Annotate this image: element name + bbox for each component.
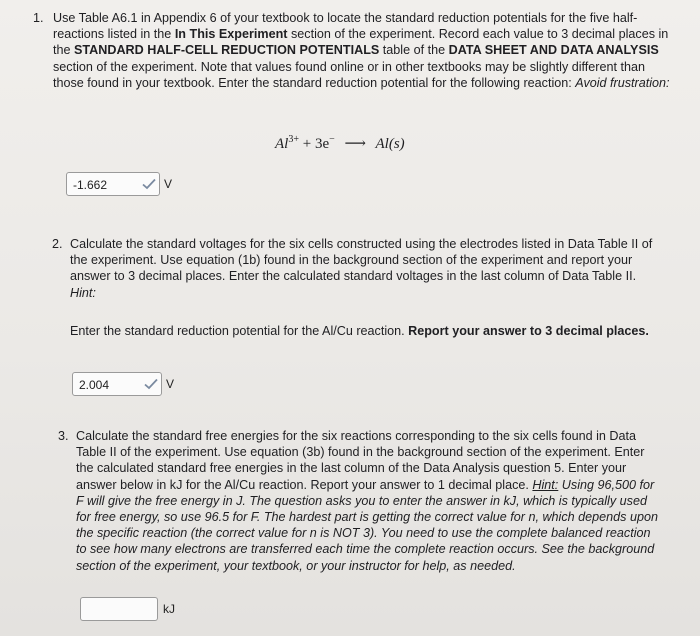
q1-text-b: section of the experiment. Record each value to 3 decimal places in the: [53, 27, 669, 58]
q1-text-c: table of the: [379, 43, 449, 58]
electron-charge: −: [329, 134, 335, 145]
q1-data-section: DATA SHEET AND DATA ANALYSIS: [448, 43, 659, 58]
question-3: [58, 428, 664, 574]
question-number: 1.: [33, 11, 44, 25]
q2-text: Calculate the standard voltages for the six cells constructed using the electrodes listed in Data Table II of the experiment. Use equation (1b) found in the background section of the experiment and report your answer to 3 decimal places. Enter the calculated standard voltages in the last column of Data Table II.: [70, 237, 653, 284]
q2-sub-bold: Report your answer to 3 decimal places.: [408, 324, 649, 338]
question-number: 3.: [58, 429, 69, 443]
hint-text: Using 96,500 for F will give the free energy in J. The question asks you to enter the answer in kJ, which is typically used for free energy, so use 96.5 for F. The hardest part is getting the correct value for n, which depends upon the specific reaction (the correct value for n is NOT 3). You need to use the complete balanced reaction to see how many electrons are transferred each time the complete reaction occurs. See the background section of the experiment, your textbook, or your instructor for help, as needed.: [76, 477, 658, 573]
q1-italic-note: Avoid frustration:: [575, 75, 670, 90]
unit-label: V: [164, 177, 173, 191]
question-1: [33, 10, 673, 91]
q2-sub-text: Enter the standard reduction potential for the Al/Cu reaction.: [70, 324, 405, 338]
answer-input-q3[interactable]: [80, 597, 158, 621]
ion-charge: 3+: [288, 134, 299, 145]
q3-text: Calculate the standard free energies for the six reactions corresponding to the six cells found in Data Table II of the experiment. Use equation (3b) found in the background section of the experiment. Enter the calculated standard free energies in the last column of the Data Analysis question 5. Enter your answer below in kJ for the Al/Cu reaction. Report your answer to 1 decimal place.: [76, 429, 645, 492]
checkmark-icon: [141, 176, 157, 192]
q1-table-name: STANDARD HALF-CELL REDUCTION POTENTIALS: [74, 43, 380, 58]
hint-label: Hint:: [70, 285, 96, 300]
question-2: [52, 236, 662, 301]
hint-link[interactable]: Hint:: [532, 477, 559, 492]
q1-text-d: section of the experiment. Note that values found online or in other textbooks may be slightly different than those found in your textbook. Enter the standard reduction potential for the following reaction:: [53, 59, 646, 90]
question-2-text: [52, 236, 662, 301]
reaction-arrow: ⟶: [344, 136, 367, 152]
q1-section-name: In This Experiment: [174, 27, 288, 42]
question-2-subpart: [70, 323, 660, 339]
product: Al(s): [375, 136, 405, 152]
q1-text-a: Use Table A6.1 in Appendix 6 of your textbook to locate the standard reduction potentials for the five half-reactions listed in the: [53, 11, 638, 42]
half-reaction-equation: [275, 134, 405, 153]
answer-input-q1[interactable]: [66, 172, 160, 196]
answer-value: 2.004: [79, 378, 110, 392]
reactant: Al: [275, 136, 289, 152]
checkmark-icon: [143, 376, 159, 392]
question-1-text: [33, 10, 673, 91]
electrons: + 3e: [302, 136, 330, 152]
unit-label: V: [166, 377, 175, 391]
answer-input-q2[interactable]: [72, 372, 162, 396]
answer-value: -1.662: [73, 178, 108, 192]
question-3-text: [58, 428, 664, 574]
unit-label: kJ: [163, 602, 175, 616]
question-number: 2.: [52, 237, 63, 251]
